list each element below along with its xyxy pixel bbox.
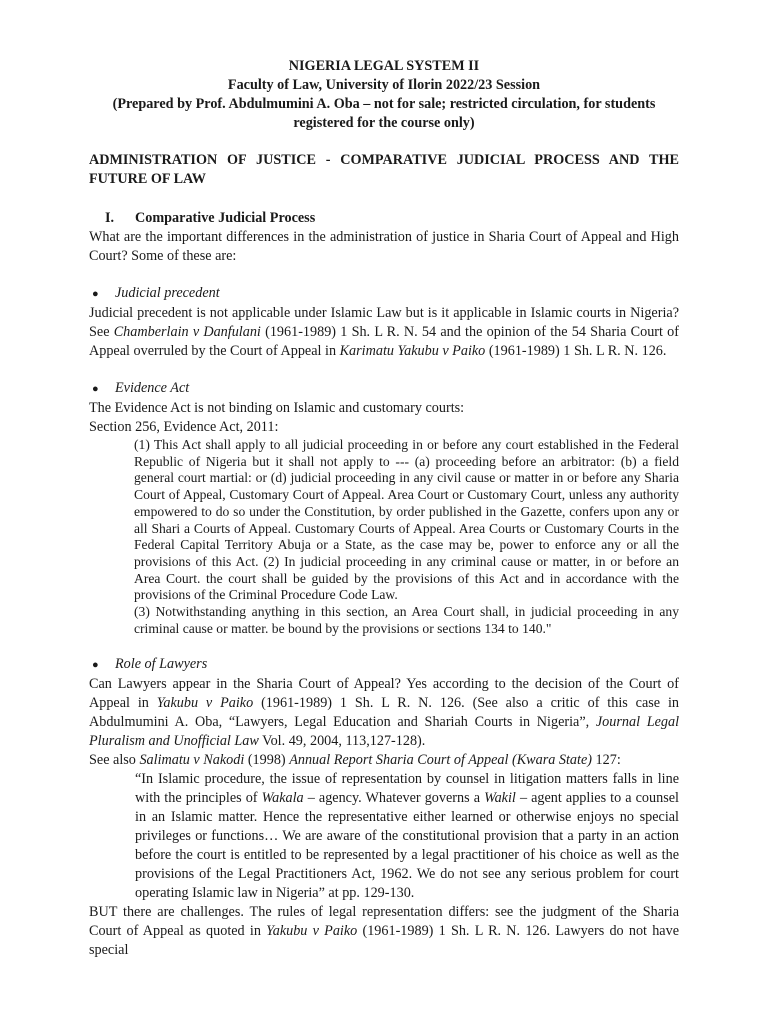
text-run: (1961-1989) 1 Sh. L R. N. 126.	[485, 343, 667, 359]
text-run: See also	[89, 752, 140, 769]
text-run: – agent applies to a counsel in an Islamic matter. Hence the representative either learned or otherwise enjoys no special privileges or functions… We are aware of the constitutional provision that a party in an action before the court is entitled to be represented by a legal practitioner of his choice as well as the provisions of the Legal Practitioners Act, 1962. We do not see any serious problem for court operating Islamic law in Nigeria” at pp. 129-130.	[135, 790, 679, 902]
evidence-quote	[134, 437, 679, 637]
bullet-evidence-act	[89, 379, 679, 399]
course-title: NIGERIA LEGAL SYSTEM II	[288, 58, 480, 74]
term-italic: Wakil	[484, 790, 516, 807]
bullet-role-of-lawyers	[89, 655, 679, 675]
bullet-judicial-precedent	[89, 284, 679, 304]
lawyers-paragraph	[89, 675, 679, 751]
text-run: (1961-1989) 1 Sh. L R. N. 54 and the opinion of the 54 Sharia Court of Appeal overruled by the Court of Appeal in	[89, 324, 679, 359]
bullet-icon: ●	[92, 383, 99, 395]
evidence-line: The Evidence Act is not binding on Islamic and customary courts:	[89, 400, 465, 416]
precedent-paragraph	[89, 304, 679, 361]
text-run: 127:	[591, 752, 621, 769]
quote-part: (1) This Act shall apply to all judicial proceeding in or before any court established in the Federal Republic of Nigeria but it shall not apply to --- (a) proceeding before an arbitrator: (b) a field general court martial: or (d) judicial proceeding in any civil cause or matter in or before any Sharia Court of Appeal, Customary Court of Appeal. Area Court or Customary Court, unless any authority empowered to do so under the Constitution, by order published in the Gazette, confers upon any or all Shari a Courts of Appeal. Customary Courts of Appeal. Area Courts or Customary Courts in the Federal Capital Territory Abuja or a State, as the case may be, power to enforce any or all the provisions of this Act. (2) In judicial proceeding in any criminal cause or matter, in or before an Area Court. the court shall be guided by the provisions of this Act and in accordance with the provisions of the Criminal Procedure Code Law.	[134, 437, 679, 603]
text-run: – agency. Whatever governs a	[303, 790, 485, 807]
author-note-cont: registered for the course only)	[293, 115, 475, 131]
author-note: (Prepared by Prof. Abdulmumini A. Oba – not for sale; restricted circulation, for students	[112, 96, 656, 112]
text-run: (1961-1989) 1 Sh. L R. N. 126. Lawyers do not have special	[89, 923, 679, 959]
report-title: Annual Report Sharia Court of Appeal (Kwara State)	[289, 752, 592, 769]
subsection-title: Comparative Judicial Process	[135, 210, 316, 226]
salimatu-quote	[135, 770, 679, 903]
case-citation: Salimatu v Nakodi	[139, 752, 245, 769]
bullet-heading: Role of Lawyers	[115, 656, 208, 673]
text-run: BUT there are challenges. The rules of legal representation differs: see the judgment of the Sharia Court of Appeal as quoted in	[89, 904, 679, 940]
text-run: “In Islamic procedure, the issue of representation by counsel in litigation matters falls in line with the principles of	[135, 771, 679, 807]
subsection-heading	[89, 209, 679, 228]
case-citation: Karimatu Yakubu v Paiko	[339, 343, 486, 359]
term-italic: Wakala	[261, 790, 304, 807]
text-run: (1998)	[244, 752, 290, 769]
document-header	[89, 57, 679, 133]
subsection-number: I.	[105, 210, 115, 226]
quote-part: (3) Notwithstanding anything in this section, an Area Court shall, in judicial proceeding in any criminal cause or matter. be bound by the provisions or sections 134 to 140."	[134, 604, 679, 636]
journal-title: Journal Legal Pluralism and Unofficial Law	[89, 714, 680, 750]
challenges-paragraph	[89, 903, 679, 960]
evidence-section-ref: Section 256, Evidence Act, 2011:	[89, 419, 279, 435]
case-citation: Yakubu v Paiko	[266, 923, 358, 940]
faculty-session: Faculty of Law, University of Ilorin 2022/23 Session	[227, 77, 541, 93]
bullet-icon: ●	[92, 288, 99, 300]
case-citation: Chamberlain v Danfulani	[113, 324, 261, 340]
text-run: Can Lawyers appear in the Sharia Court of Appeal? Yes according to the decision of the Court of Appeal in	[89, 676, 679, 712]
section-title: ADMINISTRATION OF JUSTICE - COMPARATIVE JUDICIAL PROCESS AND THE FUTURE OF LAW	[89, 152, 679, 187]
intro-paragraph: What are the important differences in the administration of justice in Sharia Court of Appeal and High Court? Some of these are:	[89, 229, 679, 264]
see-also-line	[89, 751, 679, 770]
bullet-icon: ●	[92, 659, 99, 672]
bullet-heading: Evidence Act	[115, 380, 190, 396]
bullet-heading: Judicial precedent	[115, 285, 220, 301]
text-run: Judicial precedent is not applicable under Islamic Law but is it applicable in Islamic courts in Nigeria? See	[89, 305, 679, 340]
text-run: Vol. 49, 2004, 113,127-128).	[258, 733, 426, 750]
case-citation: Yakubu v Paiko	[156, 695, 254, 712]
text-run: (1961-1989) 1 Sh. L R. N. 126. (See also a critic of this case in Abdulmumini A. Oba, “Lawyers, Legal Education and Shariah Courts in Nigeria”,	[89, 695, 680, 731]
